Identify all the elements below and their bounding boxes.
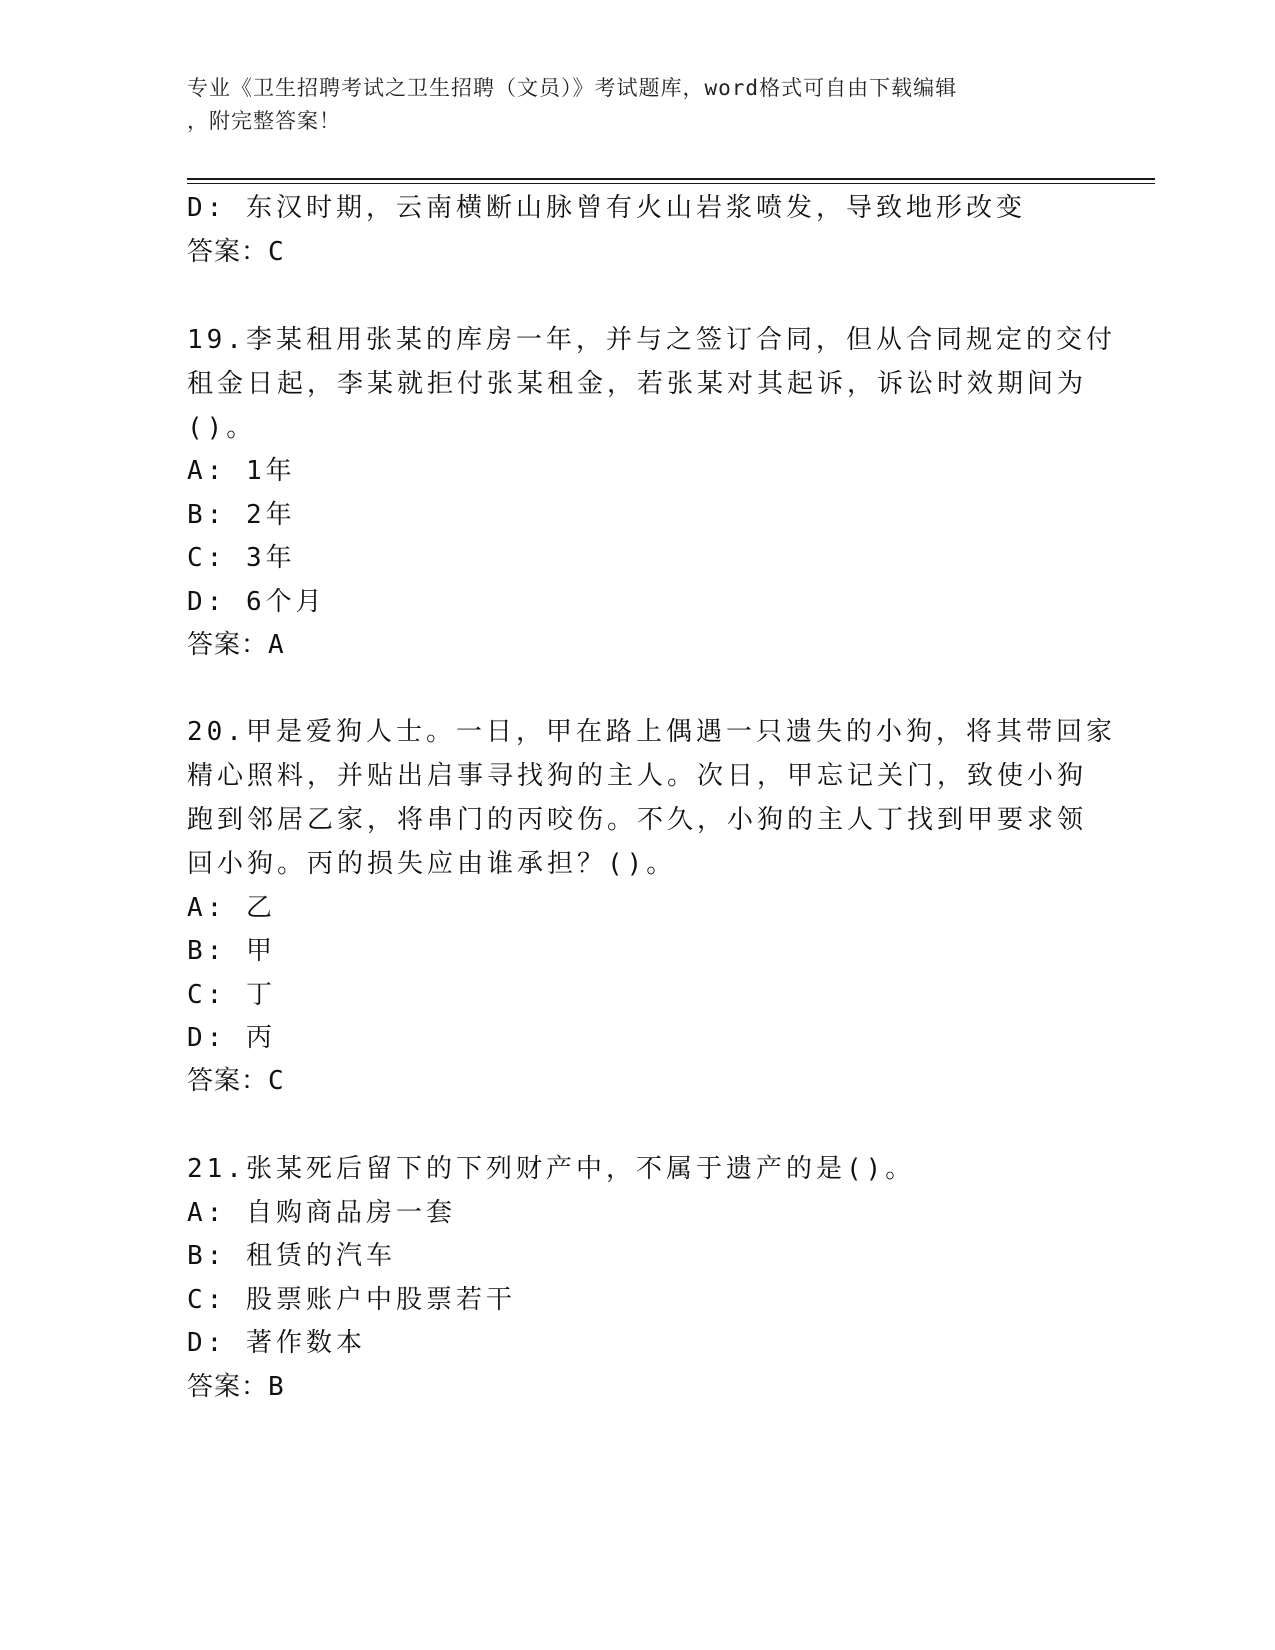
q19-option-a: A: 1年	[187, 456, 296, 486]
q19-stem-line-1: 19.李某租用张某的库房一年，并与之签订合同，但从合同规定的交付	[187, 325, 1116, 355]
q20-option-c: C: 丁	[187, 980, 276, 1010]
q20-option-b: B: 甲	[187, 936, 276, 966]
q20-stem-line-1: 20.甲是爱狗人士。一日，甲在路上偶遇一只遗失的小狗，将其带回家	[187, 717, 1116, 747]
q19-option-b: B: 2年	[187, 500, 296, 530]
q19-answer: 答案：A	[187, 630, 285, 660]
q19-stem-line-2: 租金日起，李某就拒付张某租金，若张某对其起诉，诉讼时效期间为	[187, 369, 1088, 399]
q19-stem-line-3: ()。	[187, 413, 257, 443]
header-line-1: 专业《卫生招聘考试之卫生招聘（文员）》考试题库，word格式可自由下载编辑	[187, 76, 958, 100]
q20-stem-line-3: 跑到邻居乙家，将串门的丙咬伤。不久，小狗的主人丁找到甲要求领	[187, 805, 1088, 835]
q20-option-d: D: 丙	[187, 1023, 276, 1053]
q20-answer: 答案：C	[187, 1066, 285, 1096]
header-line-2: ，附完整答案！	[187, 109, 341, 133]
q21-option-b: B: 租赁的汽车	[187, 1241, 396, 1271]
q20-option-a: A: 乙	[187, 893, 276, 923]
q20-stem-line-2: 精心照料，并贴出启事寻找狗的主人。次日，甲忘记关门，致使小狗	[187, 761, 1088, 791]
q19-option-c: C: 3年	[187, 543, 296, 573]
header-divider-top	[187, 178, 1155, 180]
q21-answer: 答案：B	[187, 1372, 285, 1402]
q21-stem-line-1: 21.张某死后留下的下列财产中，不属于遗产的是()。	[187, 1154, 916, 1184]
q21-option-a: A: 自购商品房一套	[187, 1198, 456, 1228]
q20-stem-line-4: 回小狗。丙的损失应由谁承担？()。	[187, 849, 677, 879]
q19-option-d: D: 6个月	[187, 587, 326, 617]
q21-option-c: C: 股票账户中股票若干	[187, 1285, 516, 1315]
header-divider-bottom	[187, 183, 1155, 184]
prev-option-d: D: 东汉时期，云南横断山脉曾有火山岩浆喷发，导致地形改变	[187, 193, 1026, 223]
document-header	[187, 72, 1067, 138]
q21-option-d: D: 著作数本	[187, 1328, 366, 1358]
prev-answer: 答案：C	[187, 237, 285, 267]
